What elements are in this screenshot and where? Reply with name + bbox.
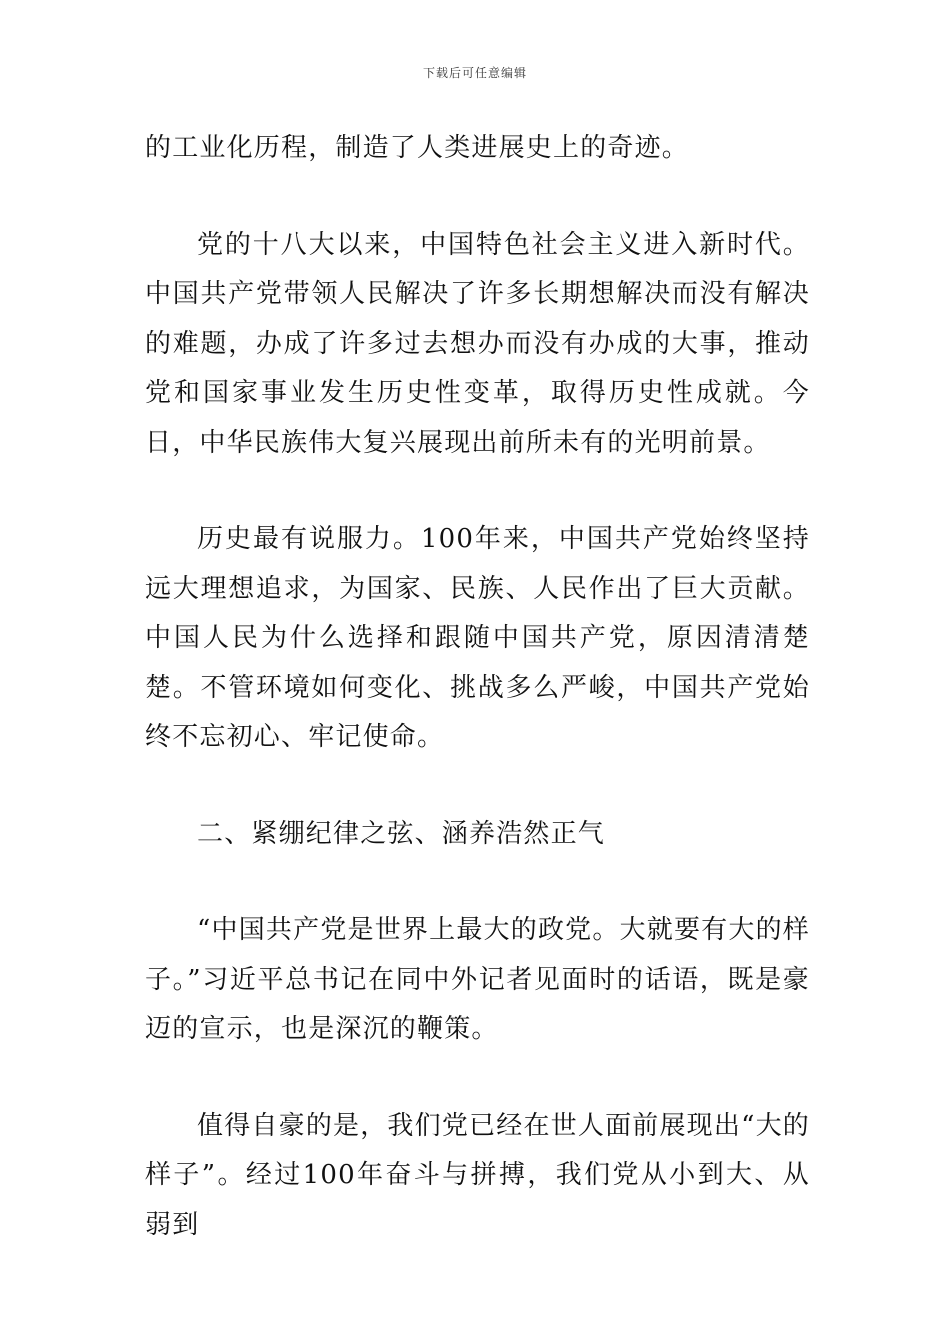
paragraph-pride: 值得自豪的是，我们党已经在世人面前展现出“大的样子”。经过100年奋斗与拼搏，我们党从小到大、从弱到	[145, 1110, 810, 1240]
section-heading: 二、紧绷纪律之弦、涵养浩然正气	[197, 818, 606, 849]
page-header: 下载后可任意编辑	[422, 66, 527, 80]
paragraph-quote: “中国共产党是世界上最大的政党。大就要有大的样子。”习近平总书记在同中外记者见面时的话语，既是豪迈的宣示，也是深沉的鞭策。	[145, 915, 810, 1044]
paragraph-continuation: 的工业化历程，制造了人类进展史上的奇迹。	[145, 133, 690, 163]
paragraph-new-era: 党的十八大以来，中国特色社会主义进入新时代。中国共产党带领人民解决了许多长期想解决而没有解决的难题，办成了许多过去想办而没有办成的大事，推动党和国家事业发生历史性变革，取得历史性成就。今日，中华民族伟大复兴展现出前所未有的光明前景。	[145, 229, 810, 458]
document-body	[145, 124, 810, 1297]
paragraph-history: 历史最有说服力。100年来，中国共产党始终坚持远大理想追求，为国家、民族、人民作出了巨大贡献。中国人民为什么选择和跟随中国共产党，原因清清楚楚。不管环境如何变化、挑战多么严峻，中国共产党始终不忘初心、牢记使命。	[145, 524, 810, 752]
